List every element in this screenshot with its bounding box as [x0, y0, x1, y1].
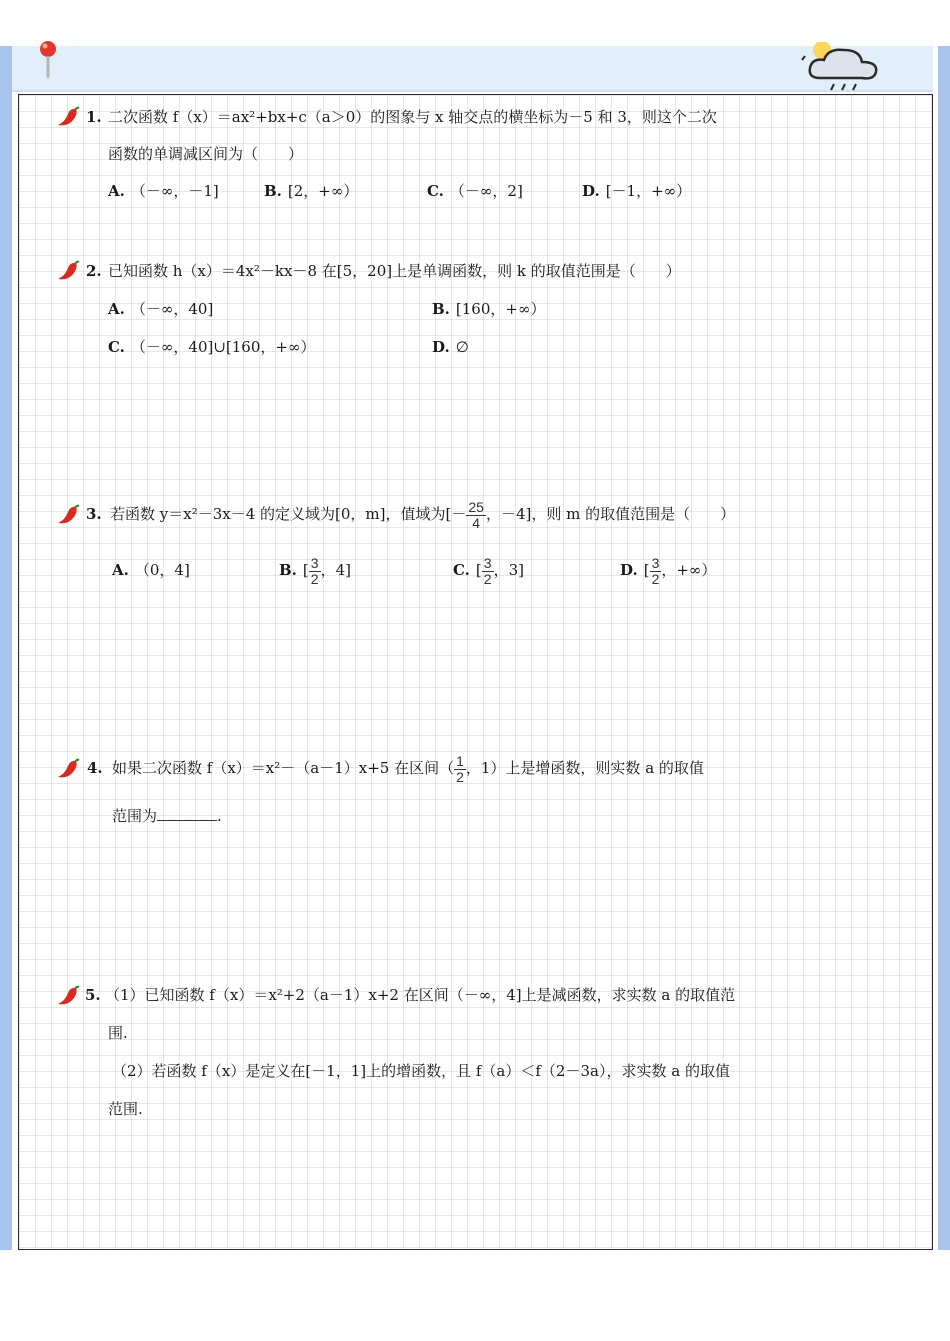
question-number: 2. [86, 262, 102, 280]
question-3-option-a [112, 550, 190, 590]
option-text: （－∞，40] [130, 300, 214, 318]
question-2-option-b [432, 298, 545, 320]
question-1-option-d [582, 180, 691, 202]
option-text: [－1，+∞） [605, 182, 692, 200]
question-5-line-4: 范围. [108, 1100, 143, 1118]
question-number: 1. [86, 108, 102, 126]
option-text: ，+∞） [661, 561, 717, 579]
fraction-denominator: 2 [456, 768, 464, 785]
question-3-option-d [620, 550, 716, 590]
question-1-line-2: 函数的单调减区间为（ ） [108, 145, 304, 163]
fraction-numerator: 3 [651, 554, 660, 571]
fraction-numerator: 25 [468, 498, 484, 515]
option-label: B. [432, 300, 450, 318]
fraction-denominator: 2 [310, 570, 319, 587]
option-text: （0，4] [134, 561, 190, 579]
fraction-denominator: 2 [651, 570, 660, 587]
option-text: ，3] [493, 561, 524, 579]
fraction [309, 556, 321, 587]
question-number: 4. [87, 759, 103, 777]
question-4-line-1 [112, 748, 704, 788]
question-1-option-a [108, 180, 219, 202]
option-text: （－∞，40]∪[160，+∞） [130, 338, 316, 356]
option-bracket: [ [475, 561, 482, 579]
question-4-line-2 [112, 805, 222, 827]
question-3-text-a: 若函数 y＝x²－3x－4 的定义域为[0，m]，值域为[－ [110, 505, 467, 523]
weather-cloud-icon [800, 42, 884, 92]
fraction-numerator: 3 [310, 554, 319, 571]
chili-pepper-icon [56, 758, 80, 780]
question-5-line-1: （1）已知函数 f（x）＝x²+2（a－1）x+2 在区间（－∞，4]上是减函数，求实数 a 的取值范 [105, 986, 736, 1004]
option-label: D. [620, 561, 638, 579]
fraction-denominator: 4 [472, 514, 481, 531]
question-4-text-a: 如果二次函数 f（x）＝x²－（a－1）x+5 在区间（ [112, 759, 455, 777]
question-4-text-d: . [217, 807, 222, 825]
fraction-numerator: 1 [456, 752, 464, 769]
fraction [482, 556, 494, 587]
option-label: C. [108, 338, 125, 356]
question-2-option-a [108, 298, 213, 320]
option-label: D. [582, 182, 600, 200]
option-label: A. [108, 300, 125, 318]
option-label: B. [279, 561, 297, 579]
option-text: [160，+∞） [455, 300, 546, 318]
fraction [454, 754, 466, 785]
fraction-denominator: 2 [483, 570, 492, 587]
header-band [12, 46, 933, 92]
question-1-option-b [264, 180, 358, 202]
option-text: ，4] [320, 561, 351, 579]
option-label: C. [427, 182, 444, 200]
question-5-line-3: （2）若函数 f（x）是定义在[－1，1]上的增函数，且 f（a）＜f（2－3a），求实数 a 的取值 [112, 1062, 730, 1080]
chili-pepper-icon [56, 260, 80, 282]
option-label: C. [453, 561, 470, 579]
question-5-line-2: 围. [108, 1024, 128, 1042]
option-label: B. [264, 182, 282, 200]
chili-pepper-icon [56, 985, 80, 1007]
chili-pepper-icon [56, 106, 80, 128]
fraction [466, 500, 486, 531]
question-1-line-1: 二次函数 f（x）＝ax²+bx+c（a＞0）的图象与 x 轴交点的横坐标为－5 和 3，则这个二次 [108, 108, 717, 126]
question-2-option-d [432, 336, 469, 358]
question-3-option-c [453, 550, 524, 590]
option-label: A. [108, 182, 125, 200]
question-2-line-1: 已知函数 h（x）＝4x²－kx－8 在[5，20]上是单调函数，则 k 的取值范围是（ ） [108, 262, 681, 280]
fraction-numerator: 3 [483, 554, 492, 571]
question-number: 5. [85, 986, 101, 1004]
question-1-option-c [427, 180, 523, 202]
fraction [650, 556, 662, 587]
option-label: A. [112, 561, 129, 579]
pushpin-icon [36, 40, 60, 80]
option-text: [2，+∞） [287, 182, 359, 200]
question-3-option-b [279, 550, 351, 590]
question-number: 3. [86, 505, 102, 523]
option-bracket: [ [302, 561, 309, 579]
question-3-text-b: ，－4]，则 m 的取值范围是（ ） [485, 505, 736, 523]
left-frame-border [0, 46, 12, 1250]
option-label: D. [432, 338, 450, 356]
right-frame-border [938, 46, 950, 1250]
option-text: （－∞，2] [449, 182, 523, 200]
option-bracket: [ [643, 561, 650, 579]
chili-pepper-icon [56, 504, 80, 526]
option-text: （－∞，－1] [130, 182, 219, 200]
question-4-text-b: ，1）上是增函数，则实数 a 的取值 [465, 759, 704, 777]
question-3-line-1 [110, 494, 735, 534]
question-4-text-c: 范围为 [112, 807, 158, 825]
question-2-option-c [108, 336, 315, 358]
answer-blank [157, 807, 217, 821]
option-text: ∅ [455, 338, 469, 356]
